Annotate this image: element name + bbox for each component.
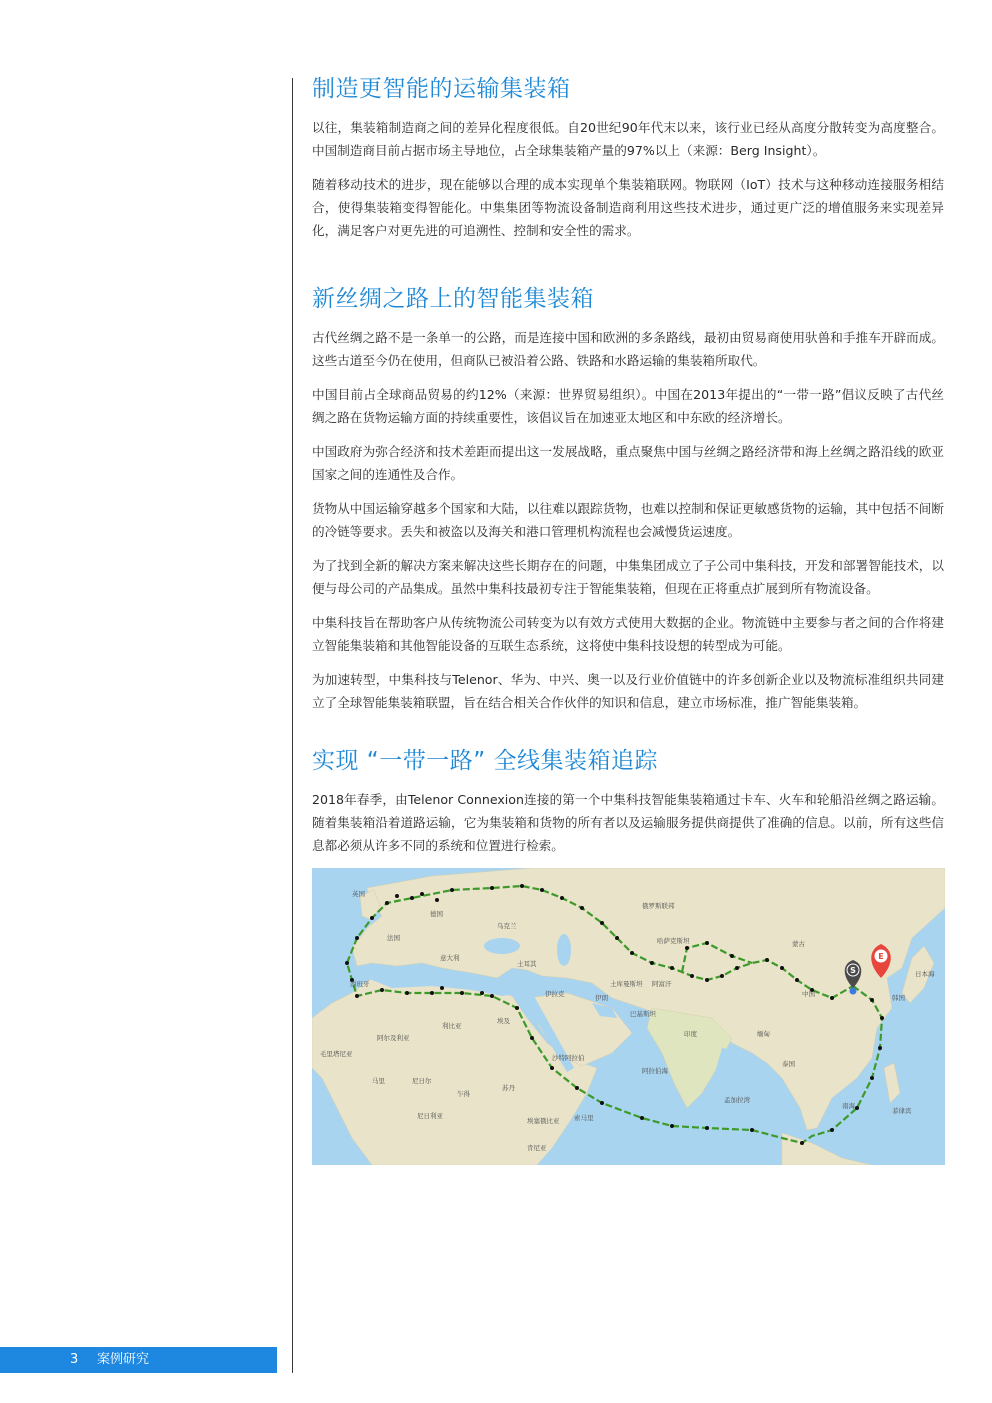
map-label: 尼日尔	[412, 1077, 432, 1085]
map-label: 印度	[684, 1030, 697, 1038]
map-label: 泰国	[782, 1060, 795, 1068]
map-label: 索马里	[574, 1114, 594, 1122]
map-label: 菲律宾	[892, 1107, 912, 1115]
section2-paragraph: 古代丝绸之路不是一条单一的公路，而是连接中国和欧洲的多条路线，最初由贸易商使用驮兽和手推车开辟而成。这些古道至今仍在使用，但商队已被沿着公路、铁路和水路运输的集装箱所取代。	[312, 330, 944, 368]
map-label: 尼日利亚	[417, 1112, 443, 1120]
map-label: 毛里塔尼亚	[320, 1050, 353, 1058]
section2-paragraph: 为加速转型，中集科技与Telenor、华为、中兴、奥一以及行业价值链中的许多创新企业以及物流标准组织共同建立了全球智能集装箱联盟，旨在结合相关合作伙伴的知识和信息，建立市场标准，推广智能集装箱。	[312, 672, 944, 710]
map-label: 肯尼亚	[527, 1144, 547, 1152]
section2-title: 新丝绸之路上的智能集装箱	[312, 286, 594, 312]
section2-paragraph: 中国目前占全球商品贸易的约12%（来源：世界贸易组织）。中国在2013年提出的“一带一路”倡议反映了古代丝绸之路在货物运输方面的持续重要性，该倡议旨在加速亚太地区和中东欧的经济增长。	[312, 387, 944, 425]
page-footer	[0, 1347, 277, 1373]
section2-paragraph: 为了找到全新的解决方案来解决这些长期存在的问题，中集集团成立了子公司中集科技，开发和部署智能技术，以便与母公司的产品集成。虽然中集科技最初专注于智能集装箱，但现在正将重点扩展到所有物流设备。	[312, 558, 944, 596]
page-number: 3	[70, 1352, 79, 1367]
map-label: 哈萨克斯坦	[657, 937, 690, 945]
main-content	[312, 72, 944, 1165]
route-map-svg	[312, 868, 945, 1165]
map-label: 土耳其	[517, 960, 537, 968]
end-marker-label: E	[878, 952, 884, 961]
map-label: 俄罗斯联邦	[642, 902, 675, 910]
map-label: 中国	[802, 990, 815, 998]
map-label: 孟加拉湾	[724, 1096, 750, 1104]
map-label: 阿拉伯海	[642, 1067, 668, 1075]
start-marker-label: S	[850, 966, 856, 975]
map-label: 巴基斯坦	[630, 1010, 656, 1018]
landmass-indonesia	[782, 1133, 872, 1165]
map-label: 乍得	[457, 1090, 470, 1098]
section2-paragraph: 中集科技旨在帮助客户从传统物流公司转变为以有效方式使用大数据的企业。物流链中主要参与者之间的合作将建立智能集装箱和其他智能设备的互联生态系统，这将使中集科技设想的转型成为可能。	[312, 615, 944, 653]
section2-paragraph: 货物从中国运输穿越多个国家和大陆，以往难以跟踪货物，也难以控制和保证更敏感货物的运输，其中包括不间断的冷链等要求。丢失和被盗以及海关和港口管理机构流程也会减慢货运速度。	[312, 501, 944, 539]
map-label: 苏丹	[502, 1084, 515, 1092]
section-smart-containers	[312, 72, 944, 242]
map-label: 英国	[352, 890, 365, 898]
water-black-sea	[484, 938, 520, 954]
map-label: 缅甸	[757, 1030, 770, 1038]
map-label: 韩国	[892, 994, 905, 1002]
section-new-silk-road	[312, 282, 944, 714]
section3-title: 实现 “一带一路” 全线集装箱追踪	[312, 748, 658, 774]
vertical-rule	[292, 78, 293, 1373]
section1-paragraph: 随着移动技术的进步，现在能够以合理的成本实现单个集装箱联网。物联网（IoT）技术与这种移动连接服务相结合，使得集装箱变得智能化。中集集团等物流设备制造商利用这些技术进步，通过更广泛的增值服务来实现差异化，满足客户对更先进的可追溯性、控制和安全性的需求。	[312, 177, 944, 238]
section1-paragraph: 以往，集装箱制造商之间的差异化程度很低。自20世纪90年代末以来，该行业已经从高度分散转变为高度整合。中国制造商目前占据市场主导地位，占全球集装箱产量的97%以上（来源：Berg Insight）。	[312, 120, 944, 158]
map-label: 蒙古	[792, 940, 805, 948]
map-label: 埃及	[497, 1017, 510, 1025]
landmass-philippines	[884, 1063, 900, 1103]
section3-paragraph: 2018年春季，由Telenor Connexion连接的第一个中集科技智能集装箱通过卡车、火车和轮船沿丝绸之路运输。随着集装箱沿着道路运输，它为集装箱和货物的所有者以及运输服务提供商提供了准确的信息。以前，所有这些信息都必须从许多不同的系统和位置进行检索。	[312, 792, 944, 853]
section1-title: 制造更智能的运输集装箱	[312, 76, 571, 102]
water-caspian-sea	[557, 934, 571, 966]
section2-paragraph: 中国政府为弥合经济和技术差距而提出这一发展战略，重点聚焦中国与丝绸之路经济带和海上丝绸之路沿线的欧亚国家之间的连通性及合作。	[312, 444, 944, 482]
map-label: 德国	[430, 910, 443, 918]
map-label: 利比亚	[442, 1022, 462, 1030]
map-label: 阿富汗	[652, 980, 672, 988]
map-label: 土库曼斯坦	[610, 980, 643, 988]
map-label: 乌克兰	[497, 922, 517, 930]
section-belt-road-tracking	[312, 744, 944, 857]
map-label: 意大利	[440, 954, 460, 962]
footer-label: 案例研究	[97, 1352, 150, 1367]
map-label: 西班牙	[350, 980, 370, 988]
map-label: 伊拉克	[545, 990, 565, 998]
map-label: 日本海	[915, 970, 935, 978]
route-map	[312, 868, 945, 1165]
map-label: 伊朗	[595, 994, 608, 1002]
map-label: 马里	[372, 1077, 385, 1085]
map-label: 沙特阿拉伯	[552, 1054, 585, 1062]
map-label: 阿尔及利亚	[377, 1034, 410, 1042]
map-label: 法国	[387, 934, 400, 942]
map-label: 南海	[842, 1102, 855, 1110]
map-label: 埃塞俄比亚	[527, 1117, 560, 1125]
